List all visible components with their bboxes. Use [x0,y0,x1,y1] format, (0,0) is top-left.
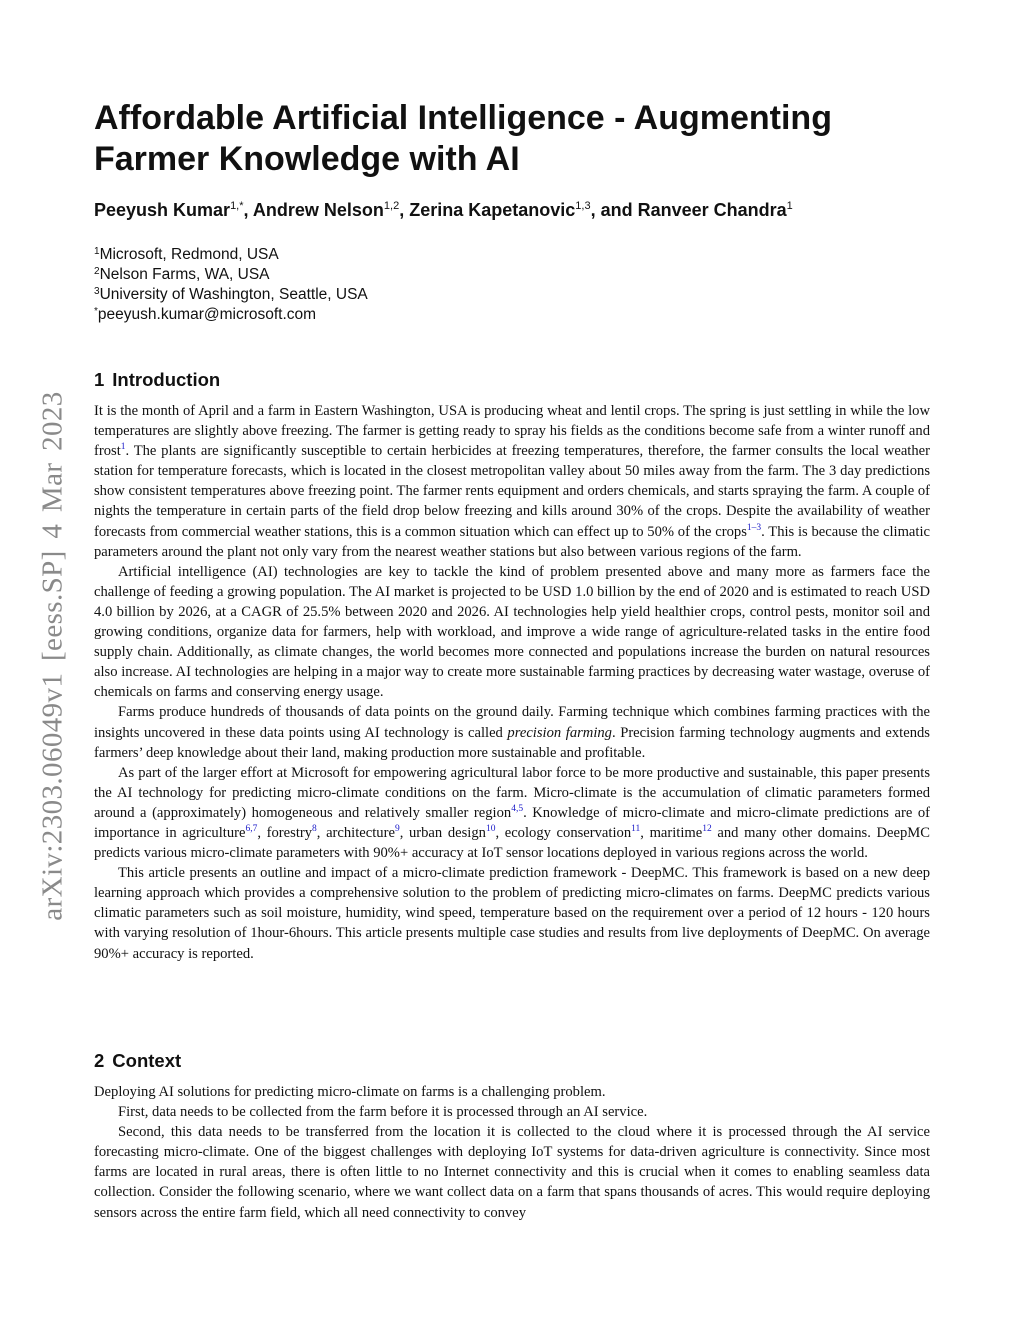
paragraph-text: . This is because the climatic parameters around the plant not only vary from the nearest weather stations but also between various regions of the farm. [94,523,930,560]
paragraph-text: and many other domains. DeepMC predicts various micro-climate parameters with 90%+ accuracy at IoT sensor locations deployed in various regions across the world. [94,824,931,862]
author-name: Andrew Nelson [252,200,384,220]
author-name: Peeyush Kumar [94,200,231,220]
author-name: Ranveer Chandra [637,200,787,220]
author-name: Zerina Kapetanovic [409,200,576,220]
context-body [94,1082,930,1223]
citation-ref[interactable]: 10 [485,823,496,834]
paragraph-text: Farms produce hundreds of thousands of data points on the ground daily. Farming technique which combines farming practices with the insights uncovered in these data points using AI technology is called [94,704,930,741]
paragraph [94,702,930,762]
citation-ref[interactable]: 6,7 [245,823,258,834]
affiliation-list [94,245,694,325]
paper-title: Affordable Artificial Intelligence - Augmenting Farmer Knowledge with AI [94,99,832,178]
citation-ref[interactable]: 4,5 [511,803,524,814]
section-title: Introduction [112,369,221,390]
section-heading-introduction [94,368,220,392]
paragraph-text: . Knowledge of micro-climate and micro-climate predictions are of importance in agriculture [94,804,931,841]
paragraph [94,401,930,562]
affiliation-text: Microsoft, Redmond, USA [99,246,279,263]
author-separator: , [243,200,253,220]
author-separator: , and [590,200,638,220]
paragraph-text: , urban design [399,824,486,841]
citation-ref[interactable]: 1–3 [746,522,762,533]
section-title: Context [112,1050,182,1071]
emphasized-term: precision farming [507,724,612,741]
paragraph-text: , forestry [257,824,313,841]
corresponding-email: peeyush.kumar@microsoft.com [97,306,317,323]
paragraph-text: , ecology conservation [495,824,632,841]
paragraph-text: . The plants are significantly susceptible to certain herbicides at freezing temperatures, therefore, the farmer consults the local weather station for temperature forecasts, which is located in the closest metropolitan valley about 50 miles away from the farm. The 3 day predictions show consistent temperatures above freezing point. The farmer rents equipment and orders chemicals, and starts spraying the farm. A couple of nights the temperature in certain parts of the field drop below freezing and kills around 30% of the crops. Despite the availability of weather forecasts from commercial weather stations, this is a common situation which can effect up to 50% of the crops [94,443,930,540]
paragraph: First, data needs to be collected from the farm before it is processed through an AI service. [118,1104,648,1121]
paragraph-text: , architecture [316,824,395,841]
paragraph: Second, this data needs to be transferred from the location it is collected to the cloud where it is processed through the AI service forecasting micro-climate. One of the biggest challenges with deploying IoT systems for data-driven agriculture is connectivity. Since most farms are located in rural areas, there is often little to no Internet connectivity and this is crucial when it comes to enabling seamless data collection. Consider the following scenario, where we want collect data on a farm that spans thousands of acres. This would require deploying sensors across the entire farm field, which all need connectivity to convey [94,1124,930,1221]
affiliation-item [94,285,694,305]
paragraph: Deploying AI solutions for predicting micro-climate on farms is a challenging problem. [94,1084,606,1100]
arxiv-identifier-stamp: arXiv:2303.06049v1 [eess.SP] 4 Mar 2023 [36,391,69,921]
citation-ref[interactable]: 8 [312,823,317,834]
author-separator: , [399,200,410,220]
citation-ref[interactable]: 12 [702,823,712,834]
affiliation-text: University of Washington, Seattle, USA [99,286,368,303]
paragraph: This article presents an outline and impact of a micro-climate prediction framework - DeepMC. This framework is based on a new deep learning approach which provides a comprehensive solution to the problem of predicting micro-climates on farms. DeepMC predicts various climatic parameters such as soil moisture, humidity, wind speed, temperature based on the requirement over a period of 12 hours - 120 hours with varying resolution of 1hour-6hours. This article presents multiple case studies and results from live deployments of DeepMC. On average 90%+ accuracy is reported. [94,865,930,962]
paragraph-text: As part of the larger effort at Microsoft for empowering agricultural labor force to be more productive and sustainable, this paper presents the AI technology for predicting micro-climate conditions on the farm. Micro-climate is the accumulation of climatic parameters formed around a (approximately) homogeneous and relatively smaller region [94,764,930,821]
paragraph [94,763,930,863]
citation-ref[interactable]: 11 [631,823,641,834]
affiliation-item [94,265,694,285]
author-affiliation-mark: 1 [786,200,793,212]
affiliation-mark: 1 [94,246,100,257]
paragraph-text: , maritime [640,824,703,841]
affiliation-mark: * [94,306,98,317]
citation-ref[interactable]: 1 [120,442,126,453]
affiliation-item [94,305,694,325]
author-affiliation-mark: 1,3 [575,200,591,212]
affiliation-item [94,245,694,265]
author-affiliation-mark: 1,2 [383,200,400,212]
author-affiliation-mark: 1,* [230,200,244,212]
section-number: 1 [94,369,105,390]
affiliation-mark: 2 [94,266,100,277]
section-number: 2 [94,1050,105,1071]
affiliation-text: Nelson Farms, WA, USA [99,266,270,283]
paragraph-text: It is the month of April and a farm in Eastern Washington, USA is producing wheat and lentil crops. The spring is just settling in while the low temperatures are slightly above freezing. The farmer is getting ready to spray his fields as the conditions become safe from a winter runoff and frost [94,403,930,460]
author-list [94,198,954,222]
citation-ref[interactable]: 9 [394,823,400,834]
paragraph: Artificial intelligence (AI) technologies are key to tackle the kind of problem presented above and many more as farmers face the challenge of feeding a growing population. The AI market is projected to be USD 1.0 billion by the end of 2020 and is estimated to reach USD 4.0 billion by 2026, at a CAGR of 25.5% between 2020 and 2026. AI technologies help yield healthier crops, control pests, monitor soil and growing conditions, organize data for farmers, help with workload, and improve a wide range of agriculture-related tasks in the entire food supply chain. Additionally, as climate changes, the world becomes more connected and populations increase the burden on natural resources also increase. AI technologies are helping in a major way to create more sustainable farming practices by decreasing water wastage, overuse of chemicals on farms and conserving energy usage. [94,563,930,701]
paragraph-text: . Precision farming technology augments and extends farmers’ deep knowledge about their land, making production more sustainable and profitable. [94,724,930,761]
section-heading-context [94,1049,181,1073]
affiliation-mark: 3 [94,286,100,297]
introduction-body [94,401,930,964]
